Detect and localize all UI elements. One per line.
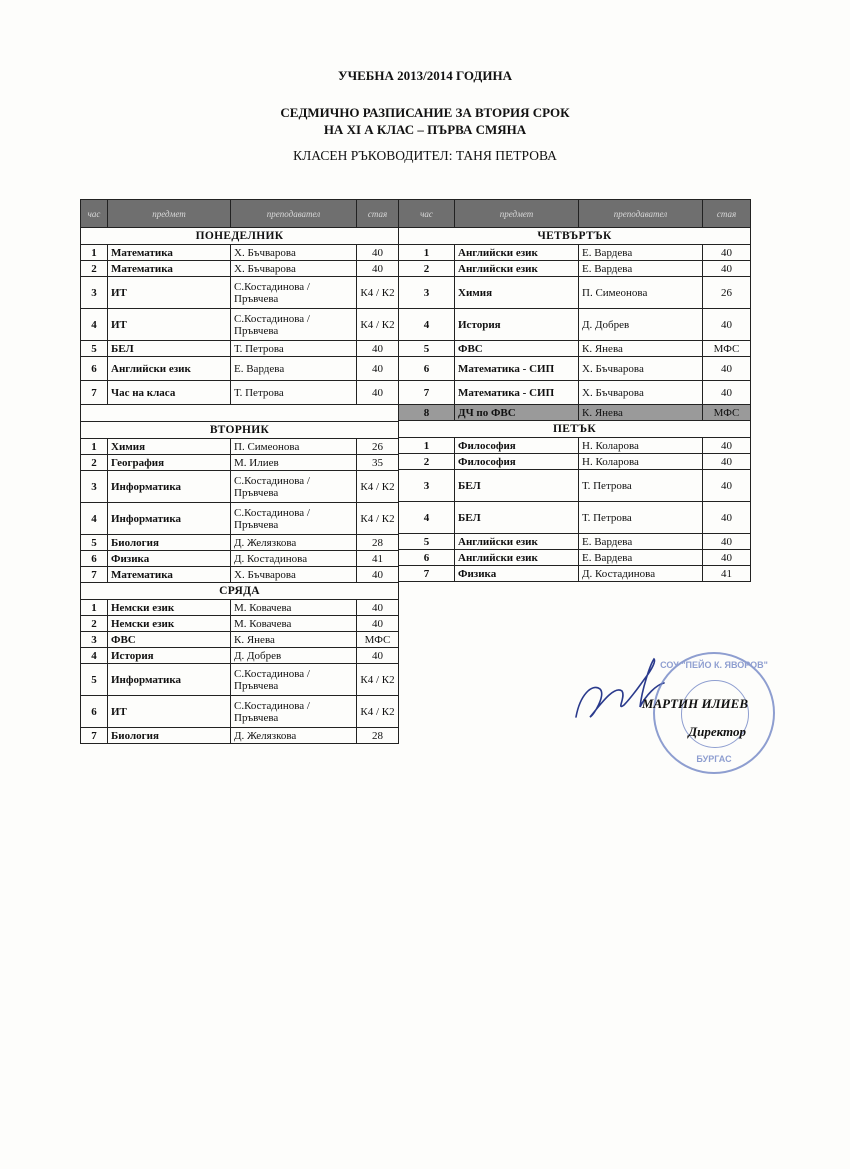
- lesson-room: 28: [357, 535, 399, 551]
- col-room-header: стая: [357, 200, 399, 228]
- official-stamp: [653, 652, 775, 774]
- lesson-room: 40: [703, 550, 751, 566]
- lesson-number: 1: [81, 245, 108, 261]
- lesson-subject: Немски език: [108, 616, 231, 632]
- table-row: [399, 381, 751, 405]
- lesson-room: 40: [357, 261, 399, 277]
- table-row: [81, 728, 399, 744]
- lesson-room: 40: [703, 245, 751, 261]
- lesson-subject: Биология: [108, 535, 231, 551]
- lesson-teacher: К. Янева: [579, 341, 703, 357]
- lesson-number: 6: [81, 357, 108, 381]
- lesson-room: 40: [357, 600, 399, 616]
- lesson-room: К4 / К2: [357, 664, 399, 696]
- lesson-teacher: Е. Вардева: [231, 357, 357, 381]
- table-row: [399, 550, 751, 566]
- lesson-teacher: Т. Петрова: [231, 381, 357, 405]
- table-row: [81, 551, 399, 567]
- lesson-room: 41: [357, 551, 399, 567]
- lesson-room: К4 / К2: [357, 471, 399, 503]
- lesson-room: К4 / К2: [357, 309, 399, 341]
- lesson-subject: Английски език: [455, 550, 579, 566]
- lesson-teacher: Д. Желязкова: [231, 728, 357, 744]
- lesson-number: 7: [399, 566, 455, 582]
- lesson-subject: Английски език: [455, 261, 579, 277]
- table-row: [399, 534, 751, 550]
- lesson-number: 4: [399, 309, 455, 341]
- lesson-teacher: Е. Вардева: [579, 550, 703, 566]
- lesson-number: 7: [81, 567, 108, 583]
- table-row: [81, 455, 399, 471]
- lesson-subject: Математика: [108, 567, 231, 583]
- lesson-subject: Физика: [108, 551, 231, 567]
- lesson-teacher: Т. Петрова: [579, 502, 703, 534]
- lesson-number: 6: [81, 696, 108, 728]
- table-row: [399, 566, 751, 582]
- lesson-number: 7: [399, 381, 455, 405]
- day-header-row: [81, 422, 399, 439]
- lesson-teacher: С.Костадинова / Пръвчева: [231, 664, 357, 696]
- day-header-row: [81, 228, 399, 245]
- lesson-room: 40: [703, 438, 751, 454]
- lesson-room: К4 / К2: [357, 696, 399, 728]
- lesson-room: 40: [357, 357, 399, 381]
- column-header-row: [81, 200, 399, 228]
- lesson-room: 41: [703, 566, 751, 582]
- lesson-room: 26: [357, 439, 399, 455]
- table-row: [81, 616, 399, 632]
- lesson-room: К4 / К2: [357, 503, 399, 535]
- lesson-teacher: М. Ковачева: [231, 616, 357, 632]
- lesson-subject: БЕЛ: [455, 502, 579, 534]
- director-name: МАРТИН ИЛИЕВ: [641, 696, 748, 711]
- col-subject-header: предмет: [108, 200, 231, 228]
- lesson-teacher: Т. Петрова: [579, 470, 703, 502]
- lesson-subject: Математика: [108, 261, 231, 277]
- table-row: [81, 632, 399, 648]
- lesson-room: МФС: [357, 632, 399, 648]
- lesson-number: 3: [81, 471, 108, 503]
- lesson-teacher: Д. Костадинова: [231, 551, 357, 567]
- lesson-room: 35: [357, 455, 399, 471]
- column-header-row: [399, 200, 751, 228]
- col-hour-header: час: [399, 200, 455, 228]
- lesson-subject: История: [108, 648, 231, 664]
- lesson-room: К4 / К2: [357, 277, 399, 309]
- lesson-number: 2: [81, 455, 108, 471]
- lesson-number: 4: [81, 309, 108, 341]
- col-hour-header: час: [81, 200, 108, 228]
- lesson-teacher: Д. Костадинова: [579, 566, 703, 582]
- table-row: [81, 357, 399, 381]
- table-row: [399, 357, 751, 381]
- day-header-row: [399, 228, 751, 245]
- lesson-teacher: К. Янева: [231, 632, 357, 648]
- lesson-teacher: Е. Вардева: [579, 534, 703, 550]
- table-row: [399, 245, 751, 261]
- lesson-teacher: С.Костадинова / Пръвчева: [231, 277, 357, 309]
- lesson-subject: ФВС: [108, 632, 231, 648]
- lesson-room: 40: [703, 534, 751, 550]
- lesson-subject: География: [108, 455, 231, 471]
- table-row: [399, 309, 751, 341]
- lesson-subject: Английски език: [108, 357, 231, 381]
- blank-cell: [81, 405, 399, 422]
- lesson-subject: Английски език: [455, 245, 579, 261]
- col-subject-header: предмет: [455, 200, 579, 228]
- lesson-subject: ФВС: [455, 341, 579, 357]
- lesson-number: 5: [81, 535, 108, 551]
- table-row: [81, 535, 399, 551]
- lesson-teacher: Д. Добрев: [231, 648, 357, 664]
- director-title: Директор: [688, 724, 746, 739]
- lesson-subject: Математика: [108, 245, 231, 261]
- lesson-room: 40: [357, 341, 399, 357]
- lesson-subject: Философия: [455, 454, 579, 470]
- lesson-teacher: Х. Бъчварова: [231, 261, 357, 277]
- lesson-subject: БЕЛ: [108, 341, 231, 357]
- lesson-subject: Английски език: [455, 534, 579, 550]
- lesson-subject: Химия: [108, 439, 231, 455]
- lesson-subject: Немски език: [108, 600, 231, 616]
- day-name-tuesday: ВТОРНИК: [81, 422, 399, 439]
- lesson-teacher: К. Янева: [579, 405, 703, 421]
- lesson-number: 1: [399, 245, 455, 261]
- table-row: [81, 471, 399, 503]
- table-row: [81, 648, 399, 664]
- lesson-subject: Химия: [455, 277, 579, 309]
- table-row: [399, 438, 751, 454]
- lesson-number: 3: [399, 470, 455, 502]
- lesson-number: 2: [399, 261, 455, 277]
- lesson-number: 5: [81, 664, 108, 696]
- lesson-subject: ИТ: [108, 277, 231, 309]
- table-row: [81, 664, 399, 696]
- lesson-teacher: С.Костадинова / Пръвчева: [231, 309, 357, 341]
- lesson-room: МФС: [703, 405, 751, 421]
- lesson-number: 3: [81, 277, 108, 309]
- lesson-teacher: С.Костадинова / Пръвчева: [231, 503, 357, 535]
- stamp-top-text: СОУ "ПЕЙО К. ЯВОРОВ": [660, 660, 768, 670]
- lesson-subject: История: [455, 309, 579, 341]
- col-room-header: стая: [703, 200, 751, 228]
- blank-row: [81, 405, 399, 422]
- lesson-room: 40: [357, 648, 399, 664]
- lesson-teacher: Д. Добрев: [579, 309, 703, 341]
- day-name-monday: ПОНЕДЕЛНИК: [81, 228, 399, 245]
- lesson-number: 1: [81, 439, 108, 455]
- lesson-number: 8: [399, 405, 455, 421]
- lesson-number: 2: [399, 454, 455, 470]
- lesson-room: 40: [703, 261, 751, 277]
- lesson-number: 4: [81, 648, 108, 664]
- lesson-number: 5: [399, 341, 455, 357]
- lesson-subject: Информатика: [108, 503, 231, 535]
- table-row: [399, 470, 751, 502]
- lesson-subject: ИТ: [108, 309, 231, 341]
- lesson-subject: ДЧ по ФВС: [455, 405, 579, 421]
- lesson-room: 40: [357, 245, 399, 261]
- lesson-number: 5: [399, 534, 455, 550]
- table-row: [399, 405, 751, 421]
- lesson-room: 40: [357, 381, 399, 405]
- lesson-subject: Математика - СИП: [455, 381, 579, 405]
- lesson-teacher: П. Симеонова: [579, 277, 703, 309]
- lesson-teacher: Д. Желязкова: [231, 535, 357, 551]
- table-row: [399, 261, 751, 277]
- table-row: [81, 261, 399, 277]
- class-teacher: КЛАСЕН РЪКОВОДИТЕЛ: ТАНЯ ПЕТРОВА: [293, 148, 557, 163]
- lesson-room: МФС: [703, 341, 751, 357]
- lesson-room: 40: [703, 309, 751, 341]
- table-row: [399, 502, 751, 534]
- lesson-teacher: Е. Вардева: [579, 261, 703, 277]
- day-name-friday: ПЕТЪК: [399, 421, 751, 438]
- lesson-number: 4: [81, 503, 108, 535]
- lesson-subject: Биология: [108, 728, 231, 744]
- table-row: [81, 567, 399, 583]
- stamp-bottom-text: БУРГАС: [696, 754, 732, 764]
- table-row: [81, 600, 399, 616]
- lesson-room: 40: [357, 616, 399, 632]
- col-teacher-header: преподавател: [579, 200, 703, 228]
- lesson-teacher: П. Симеонова: [231, 439, 357, 455]
- schedule-title: [0, 104, 850, 138]
- lesson-number: 2: [81, 261, 108, 277]
- lesson-room: 40: [357, 567, 399, 583]
- lesson-subject: Физика: [455, 566, 579, 582]
- school-year: УЧЕБНА 2013/2014 ГОДИНА: [338, 68, 512, 83]
- lesson-subject: БЕЛ: [455, 470, 579, 502]
- lesson-teacher: Х. Бъчварова: [231, 567, 357, 583]
- schedule-table-left: [80, 199, 399, 744]
- table-row: [399, 277, 751, 309]
- lesson-teacher: Н. Коларова: [579, 438, 703, 454]
- lesson-number: 6: [81, 551, 108, 567]
- table-row: [81, 245, 399, 261]
- lesson-teacher: Х. Бъчварова: [579, 357, 703, 381]
- table-row: [81, 503, 399, 535]
- lesson-number: 6: [399, 357, 455, 381]
- day-header-row: [399, 421, 751, 438]
- schedule-title-line1: СЕДМИЧНО РАЗПИСАНИЕ ЗА ВТОРИЯ СРОК: [280, 105, 570, 120]
- lesson-room: 40: [703, 470, 751, 502]
- lesson-subject: Информатика: [108, 471, 231, 503]
- lesson-room: 40: [703, 502, 751, 534]
- lesson-room: 40: [703, 381, 751, 405]
- lesson-room: 40: [703, 357, 751, 381]
- lesson-teacher: М. Илиев: [231, 455, 357, 471]
- table-row: [399, 454, 751, 470]
- lesson-teacher: Х. Бъчварова: [231, 245, 357, 261]
- lesson-number: 7: [81, 381, 108, 405]
- table-row: [81, 439, 399, 455]
- table-row: [81, 277, 399, 309]
- day-name-wednesday: СРЯДА: [81, 583, 399, 600]
- lesson-number: 3: [81, 632, 108, 648]
- day-name-thursday: ЧЕТВЪРТЪК: [399, 228, 751, 245]
- day-header-row: [81, 583, 399, 600]
- lesson-number: 1: [81, 600, 108, 616]
- lesson-number: 7: [81, 728, 108, 744]
- table-row: [81, 309, 399, 341]
- lesson-room: 26: [703, 277, 751, 309]
- lesson-number: 5: [81, 341, 108, 357]
- lesson-subject: ИТ: [108, 696, 231, 728]
- lesson-teacher: Н. Коларова: [579, 454, 703, 470]
- lesson-teacher: С.Костадинова / Пръвчева: [231, 696, 357, 728]
- schedule-title-line2: НА XI А КЛАС – ПЪРВА СМЯНА: [323, 122, 527, 137]
- lesson-subject: Математика - СИП: [455, 357, 579, 381]
- schedule-table-right: [398, 199, 751, 582]
- lesson-subject: Философия: [455, 438, 579, 454]
- table-row: [81, 341, 399, 357]
- table-row: [81, 381, 399, 405]
- col-teacher-header: преподавател: [231, 200, 357, 228]
- table-row: [81, 696, 399, 728]
- lesson-subject: Час на класа: [108, 381, 231, 405]
- lesson-number: 1: [399, 438, 455, 454]
- lesson-teacher: С.Костадинова / Пръвчева: [231, 471, 357, 503]
- lesson-number: 3: [399, 277, 455, 309]
- lesson-teacher: М. Ковачева: [231, 600, 357, 616]
- table-row: [399, 341, 751, 357]
- lesson-number: 4: [399, 502, 455, 534]
- lesson-subject: Информатика: [108, 664, 231, 696]
- lesson-teacher: Е. Вардева: [579, 245, 703, 261]
- lesson-number: 6: [399, 550, 455, 566]
- lesson-room: 40: [703, 454, 751, 470]
- lesson-number: 2: [81, 616, 108, 632]
- lesson-teacher: Т. Петрова: [231, 341, 357, 357]
- lesson-room: 28: [357, 728, 399, 744]
- lesson-teacher: Х. Бъчварова: [579, 381, 703, 405]
